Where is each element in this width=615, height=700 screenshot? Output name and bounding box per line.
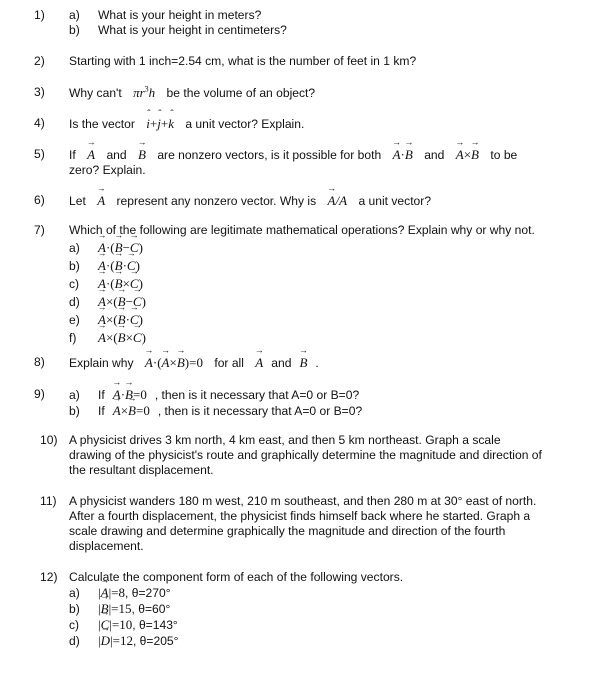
question-text: Calculate the component form of each of the following vectors. <box>69 570 404 584</box>
sub-item: a) |→ A|=8, θ=270° <box>69 585 594 601</box>
math-expression: → A·→ B <box>393 148 413 162</box>
question-number: 9) <box>34 387 45 401</box>
math-expression: → A/A <box>328 194 348 208</box>
sub-item: b) |→ B|=15, θ=60° <box>69 601 594 617</box>
sub-item: d) |→ D|=12, θ=205° <box>69 633 594 649</box>
question-text: scale drawing and determine graphically the magnitude and direction of the fourth <box>69 524 506 538</box>
problem-sheet: 1) a) What is your height in meters? b) What is your height in centimeters? 2) Starting with 1 inch=2.54 cm, what is the number of feet in 1 km? 3) Why can't $\pi r^3h$ be the volume of an object? 4) Is the vector ˆ i+ˆ j+ˆ k a unit vector? Explain. 5) If → A and → B are nonzero vectors, is it possible for both → A·→ B and → A×→ B to be zero? Explain. 6) Let → A represent any nonzero vector. Why is → A/A a unit vector? 7) Which of the following are legitimate mathematical operations? Explain why or why not. a)→ A·(→ B−→ C) b)→ A·(→ B·→ C) c)→ A·(→ B×→ C) d)→ A×(→ B−→ C) e)→ A×(→ B·→ C) f)→ A×(→ B×→ C) 8) Explain why → A·(→ A×→ B)=0 for all → A and→ B . 9) a) If→ A·→ B=0 , then is it necessary that A=0 or B=0? b) If→ A×→ B=0 , then is it necessary that A=0 or B=0? 10) A physicist drives 3 km north, 4 km east, and then 5 km northeast. Graph a scale drawing of the physicist's route and graphically determine the magnitude and direction of the resultant displacement. 11) A physicist wanders 180 m west, 210 m southeast, and then 280 m at 30° east of north. After a fourth displacement, the physicist finds himself back where he started. Graph a scale drawing and determine graphically the magnitude and direction of the fourth displacement. 12) Calculate the component form of each of the following vectors. a) |→ A|=8, θ=270° b) |→ B|=15, θ=60° c) |→ C|=10, θ=143° d) |→ D|=12, θ=205° <box>0 0 615 700</box>
question-number: 3) <box>34 85 45 99</box>
question-number: 10) <box>40 433 58 447</box>
question-text: Let <box>69 194 86 208</box>
question-text: Starting with 1 inch=2.54 cm, what is the number of feet in 1 km? <box>69 54 417 68</box>
question-number: 2) <box>34 54 45 68</box>
question-number: 1) <box>34 8 45 22</box>
question-number: 12) <box>40 570 58 584</box>
question-text: a unit vector? Explain. <box>185 117 305 131</box>
sub-label: b) <box>69 23 80 37</box>
math-expression: → A·(→ A×→ B)=0 <box>145 356 203 370</box>
sub-item: f)→ A×(→ B×→ C) <box>69 330 594 346</box>
math-expression: → A×→ B <box>456 148 479 162</box>
sub-item: a)→ A·(→ B−→ C) <box>69 240 594 256</box>
vector-symbol: → A <box>87 147 95 162</box>
question-text: Which of the following are legitimate mathematical operations? Explain why or why not. <box>69 223 535 237</box>
question-number: 4) <box>34 116 45 130</box>
question-text: After a fourth displacement, the physicist finds himself back where he started. Graph a <box>69 509 531 523</box>
sub-item: e)→ A×(→ B·→ C) <box>69 312 594 328</box>
question-text: What is your height in centimeters? <box>98 23 287 37</box>
question-text: Explain why <box>69 356 134 370</box>
vector-symbol: → A <box>97 193 105 208</box>
question-text: displacement. <box>69 539 144 553</box>
sub-label: a) <box>69 8 80 22</box>
sub-item: c) |→ C|=10, θ=143° <box>69 617 594 633</box>
question-text: What is your height in meters? <box>98 8 262 22</box>
question-text: Is the vector <box>69 117 135 131</box>
question-text: If <box>69 148 76 162</box>
math-expression: $\pi r^3h$ <box>133 84 156 100</box>
question-number: 7) <box>34 223 45 237</box>
math-expression: ˆ i+ˆ j+ˆ k <box>146 117 174 131</box>
sub-item: d)→ A×(→ B−→ C) <box>69 294 594 310</box>
sub-item: b)→ A·(→ B·→ C) <box>69 258 594 274</box>
vector-symbol: → B <box>138 147 146 162</box>
sub-item: a) If→ A·→ B=0 , then is it necessary that A=0 or B=0? <box>69 387 594 403</box>
sub-item: b) If→ A×→ B=0 , then is it necessary that A=0 or B=0? <box>69 403 594 419</box>
question-text: zero? Explain. <box>69 163 146 177</box>
question-number: 6) <box>34 193 45 207</box>
sub-item: c)→ A·(→ B×→ C) <box>69 276 594 292</box>
question-text: the resultant displacement. <box>69 463 214 477</box>
question-text: be the volume of an object? <box>166 86 316 100</box>
question-number: 11) <box>40 494 57 508</box>
question-number: 8) <box>34 355 45 369</box>
question-text: A physicist wanders 180 m west, 210 m southeast, and then 280 m at 30° east of north. <box>69 494 537 508</box>
question-text: A physicist drives 3 km north, 4 km east, and then 5 km northeast. Graph a scale <box>69 433 501 447</box>
question-number: 5) <box>34 147 45 161</box>
question-text: drawing of the physicist's route and graphically determine the magnitude and direction of <box>69 448 542 462</box>
question-text: Why can't <box>69 86 122 100</box>
